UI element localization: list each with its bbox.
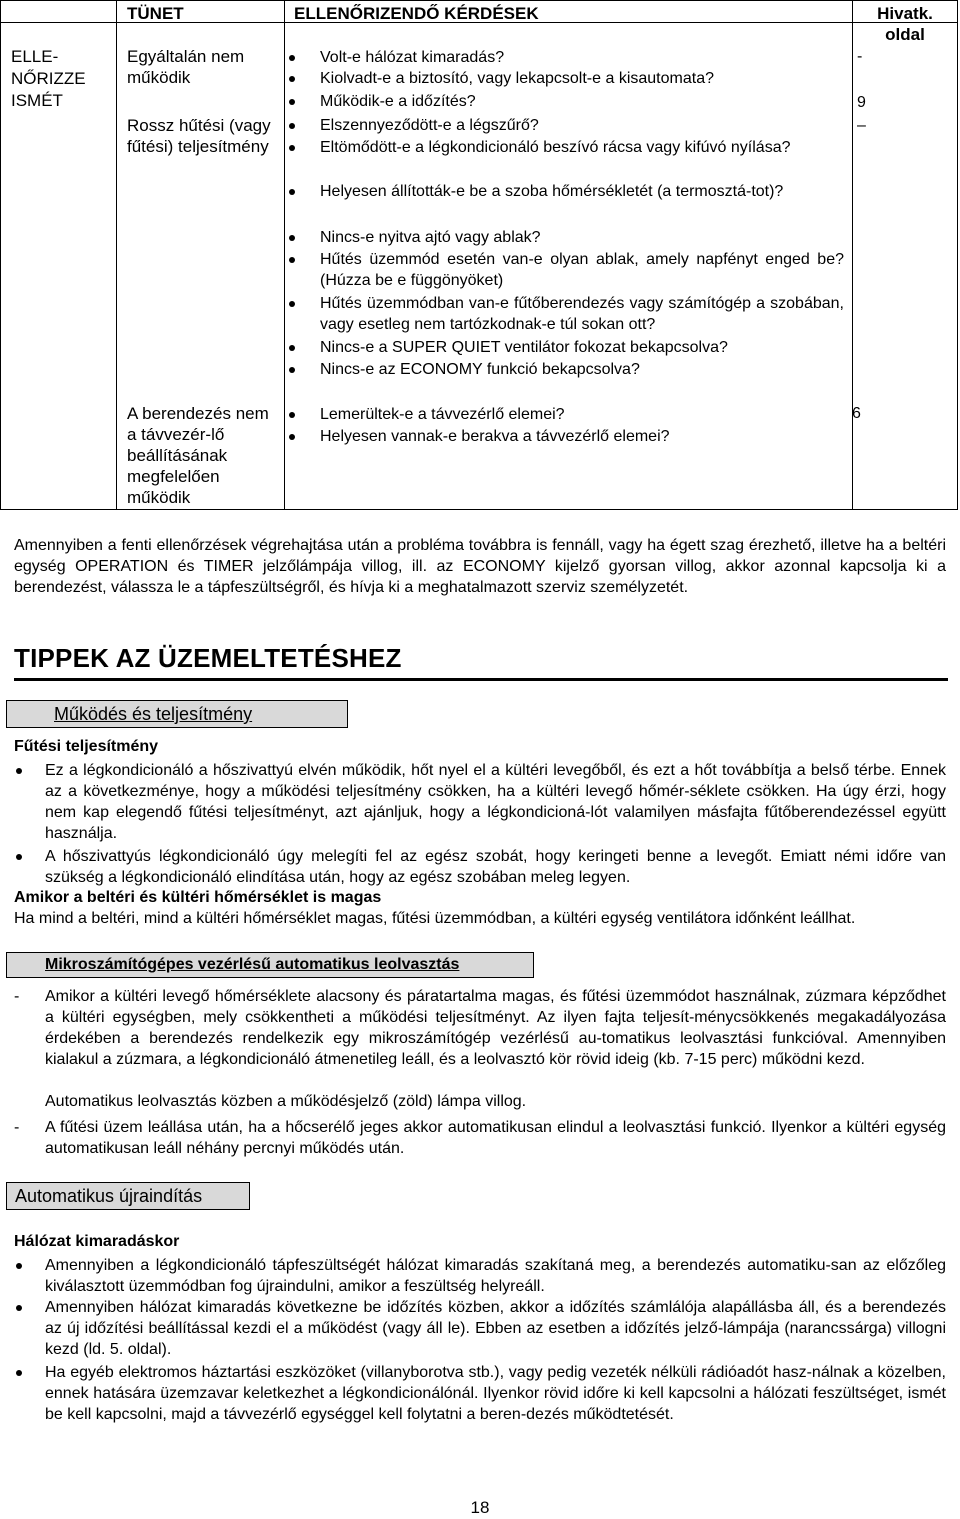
list-item: Ez a légkondicionáló a hőszivattyú elvén működik, hőt nyel el a kültéri levegőből, és ezt a hőt továbbítja a belső térbe. Ennek az a következménye, hogy a működési teljesítmény csökken, ha a kültéri levegő hőmér-séklete csökken. Ha úgy érzi, hogy nem kap elegendő fűtési teljesítményt, azt ajánljuk, hogy a légkondicioná-lót valamilyen másfajta fűtőberendezéssel együtt használja. [14, 760, 946, 844]
symptom-not-working: Egyáltalán nem működik [127, 47, 245, 87]
table-divider [116, 1, 117, 509]
header-questions: ELLENŐRIZENDŐ KÉRDÉSEK [294, 4, 539, 23]
page-ref: 6 [852, 405, 861, 422]
high-temperature-title: Amikor a beltéri és kültéri hőmérséklet is magas [14, 889, 382, 906]
page-ref: 9 [857, 94, 866, 111]
warning-paragraph: Amennyiben a fenti ellenőrzések végrehajtása után a probléma továbbra is fennáll, vagy ha égett szag érezhető, illetve ha a beltéri egység OPERATION és TIMER jelzőlámpája villog, ill. az ECONOMY kijelző gyorsan villog, akkor azonnal kapcsolja ki a berendezést, válassza le a tápfeszültségről, és hívja ki a meghatalmazott szerviz személyzetét. [14, 537, 946, 596]
list-item: A hőszivattyús légkondicionáló úgy melegíti fel az egész szobát, hogy keringeti benne a levegőt. Emiatt némi időre van szükség a légkondicionáló elindítása után, hogy az egész szobában meleg legyen. [14, 846, 946, 888]
power-outage-title: Hálózat kimaradáskor [14, 1233, 180, 1250]
symptom-poor-performance: Rossz hűtési (vagy fűtési) teljesítmény [127, 116, 271, 156]
table-divider [852, 1, 853, 509]
high-temperature-text: Ha mind a beltéri, mind a kültéri hőmérséklet magas, fűtési üzemmódban, a kültéri egység ventilátora időnként leállhat. [14, 910, 856, 927]
table-divider [1, 22, 116, 23]
question-item: Nincs-e a SUPER QUIET ventilátor fokozat bekapcsolva? [284, 337, 844, 358]
page-ref: - [857, 48, 863, 65]
question-item: Eltömődött-e a légkondicionáló beszívó rácsa vagy kifúvó nyílása? [284, 137, 844, 158]
question-item: Működik-e a időzítés? [284, 91, 844, 112]
list-item: Amennyiben a légkondicionáló tápfeszültségét hálózat kimaradás szakítaná meg, a berendezés automatiku-san az előzőleg kiválasztott üzemmódban fog újraindulni, amikor a feszültség helyreáll. [14, 1255, 946, 1297]
page-number: 18 [470, 1498, 490, 1517]
list-item [14, 986, 946, 1070]
troubleshooting-table [0, 0, 958, 510]
symptom-remote-mismatch: A berendezés nem a távvezér-lő beállításának megfelelően működik [127, 404, 269, 507]
question-item: Lemerültek-e a távvezérlő elemei? [284, 404, 844, 425]
question-item: Hűtés üzemmód esetén van-e olyan ablak, amely napfényt enged be? (Húzza be e függönyöket) [284, 249, 844, 291]
list-item [14, 1117, 946, 1159]
header-symptom: TÜNET [127, 4, 184, 23]
tips-title: TIPPEK AZ ÜZEMELTETÉSHEZ [14, 643, 402, 673]
question-item: Nincs-e az ECONOMY funkció bekapcsolva? [284, 359, 844, 380]
side-label-check-again: ELLE-NŐRIZZE ISMÉT [11, 47, 86, 110]
question-item: Helyesen állították-e be a szoba hőmérsékletét (a termosztá-tot)? [284, 181, 844, 202]
defrost-text: A fűtési üzem leállása után, ha a hőcserélő jeges akkor automatikusan elindul a leolvasztási funkció. Ilyenkor a kültéri egység automatikusan leáll néhány percnyi működés után. [45, 1119, 946, 1157]
question-item: Hűtés üzemmódban van-e fűtőberendezés vagy számítógép a szobában, vagy esetleg nem tartózkodnak-e túl sokan ott? [284, 293, 844, 335]
page-ref: – [857, 117, 866, 134]
defrost-text: Amikor a kültéri levegő hőmérséklete alacsony és páratartalma magas, és fűtési üzemmódot használnak, zúzmara képződhet a kültéri egységben, mely csökkentheti a működési teljesítményt. Az ilyen fajta teljesít-ménycsökkenés megakadályozása érdekében a berendezés rendelkezik egy mikroszámítógép vezérlésű au-tomatikus leolvasztási funkcióval. Amennyiben kialakul a zúzmara, a légkondicionáló átmenetileg leáll, és a leolvasztó kör rövid ideig (kb. 7-15 perc) működni kezd. [45, 988, 946, 1068]
question-item: Helyesen vannak-e berakva a távvezérlő elemei? [284, 426, 844, 447]
section-operation-performance: Működés és teljesítmény [6, 700, 348, 728]
title-underline [14, 678, 948, 681]
section-auto-defrost: Mikroszámítógépes vezérlésű automatikus leolvasztás [6, 952, 534, 978]
list-item: Ha egyéb elektromos háztartási eszközöket (villanyborotva stb.), vagy pedig vezeték nélküli rádióadót hasz-nálnak a közelben, ennek hatására üzemzavar keletkezhet a légkondicionálónál. Ilyenkor rövid időre ki kell kapcsolni a hálózati feszültséget, ismét be kell kapcsolni, majd a távvezérlő egységgel kell folytatni a beren-dezés működtetését. [14, 1362, 946, 1425]
dash-mark: - [14, 1119, 20, 1136]
section-auto-restart: Automatikus újraindítás [6, 1182, 250, 1210]
dash-mark: - [14, 988, 20, 1005]
heating-performance-title: Fűtési teljesítmény [14, 738, 159, 755]
question-item: Volt-e hálózat kimaradás? [284, 47, 844, 68]
question-item: Nincs-e nyitva ajtó vagy ablak? [284, 227, 844, 248]
defrost-note: Automatikus leolvasztás közben a működésjelző (zöld) lámpa villog. [45, 1093, 527, 1110]
question-item: Kiolvadt-e a biztosító, vagy lekapcsolt-e a kisautomata? [284, 68, 844, 89]
header-page-ref: Hivatk. oldal [877, 4, 933, 44]
question-item: Elszennyeződött-e a légszűrő? [284, 115, 844, 136]
list-item: Amennyiben hálózat kimaradás következne be időzítés közben, akkor a időzítés számlálója alapállásba áll, és a berendezés az új időzítési beállítással kezdi el a működést (vagy áll le). Ebben az esetben a időzítés jelző-lámpája (narancssárga) villogni kezd (ld. 5. oldal). [14, 1297, 946, 1360]
